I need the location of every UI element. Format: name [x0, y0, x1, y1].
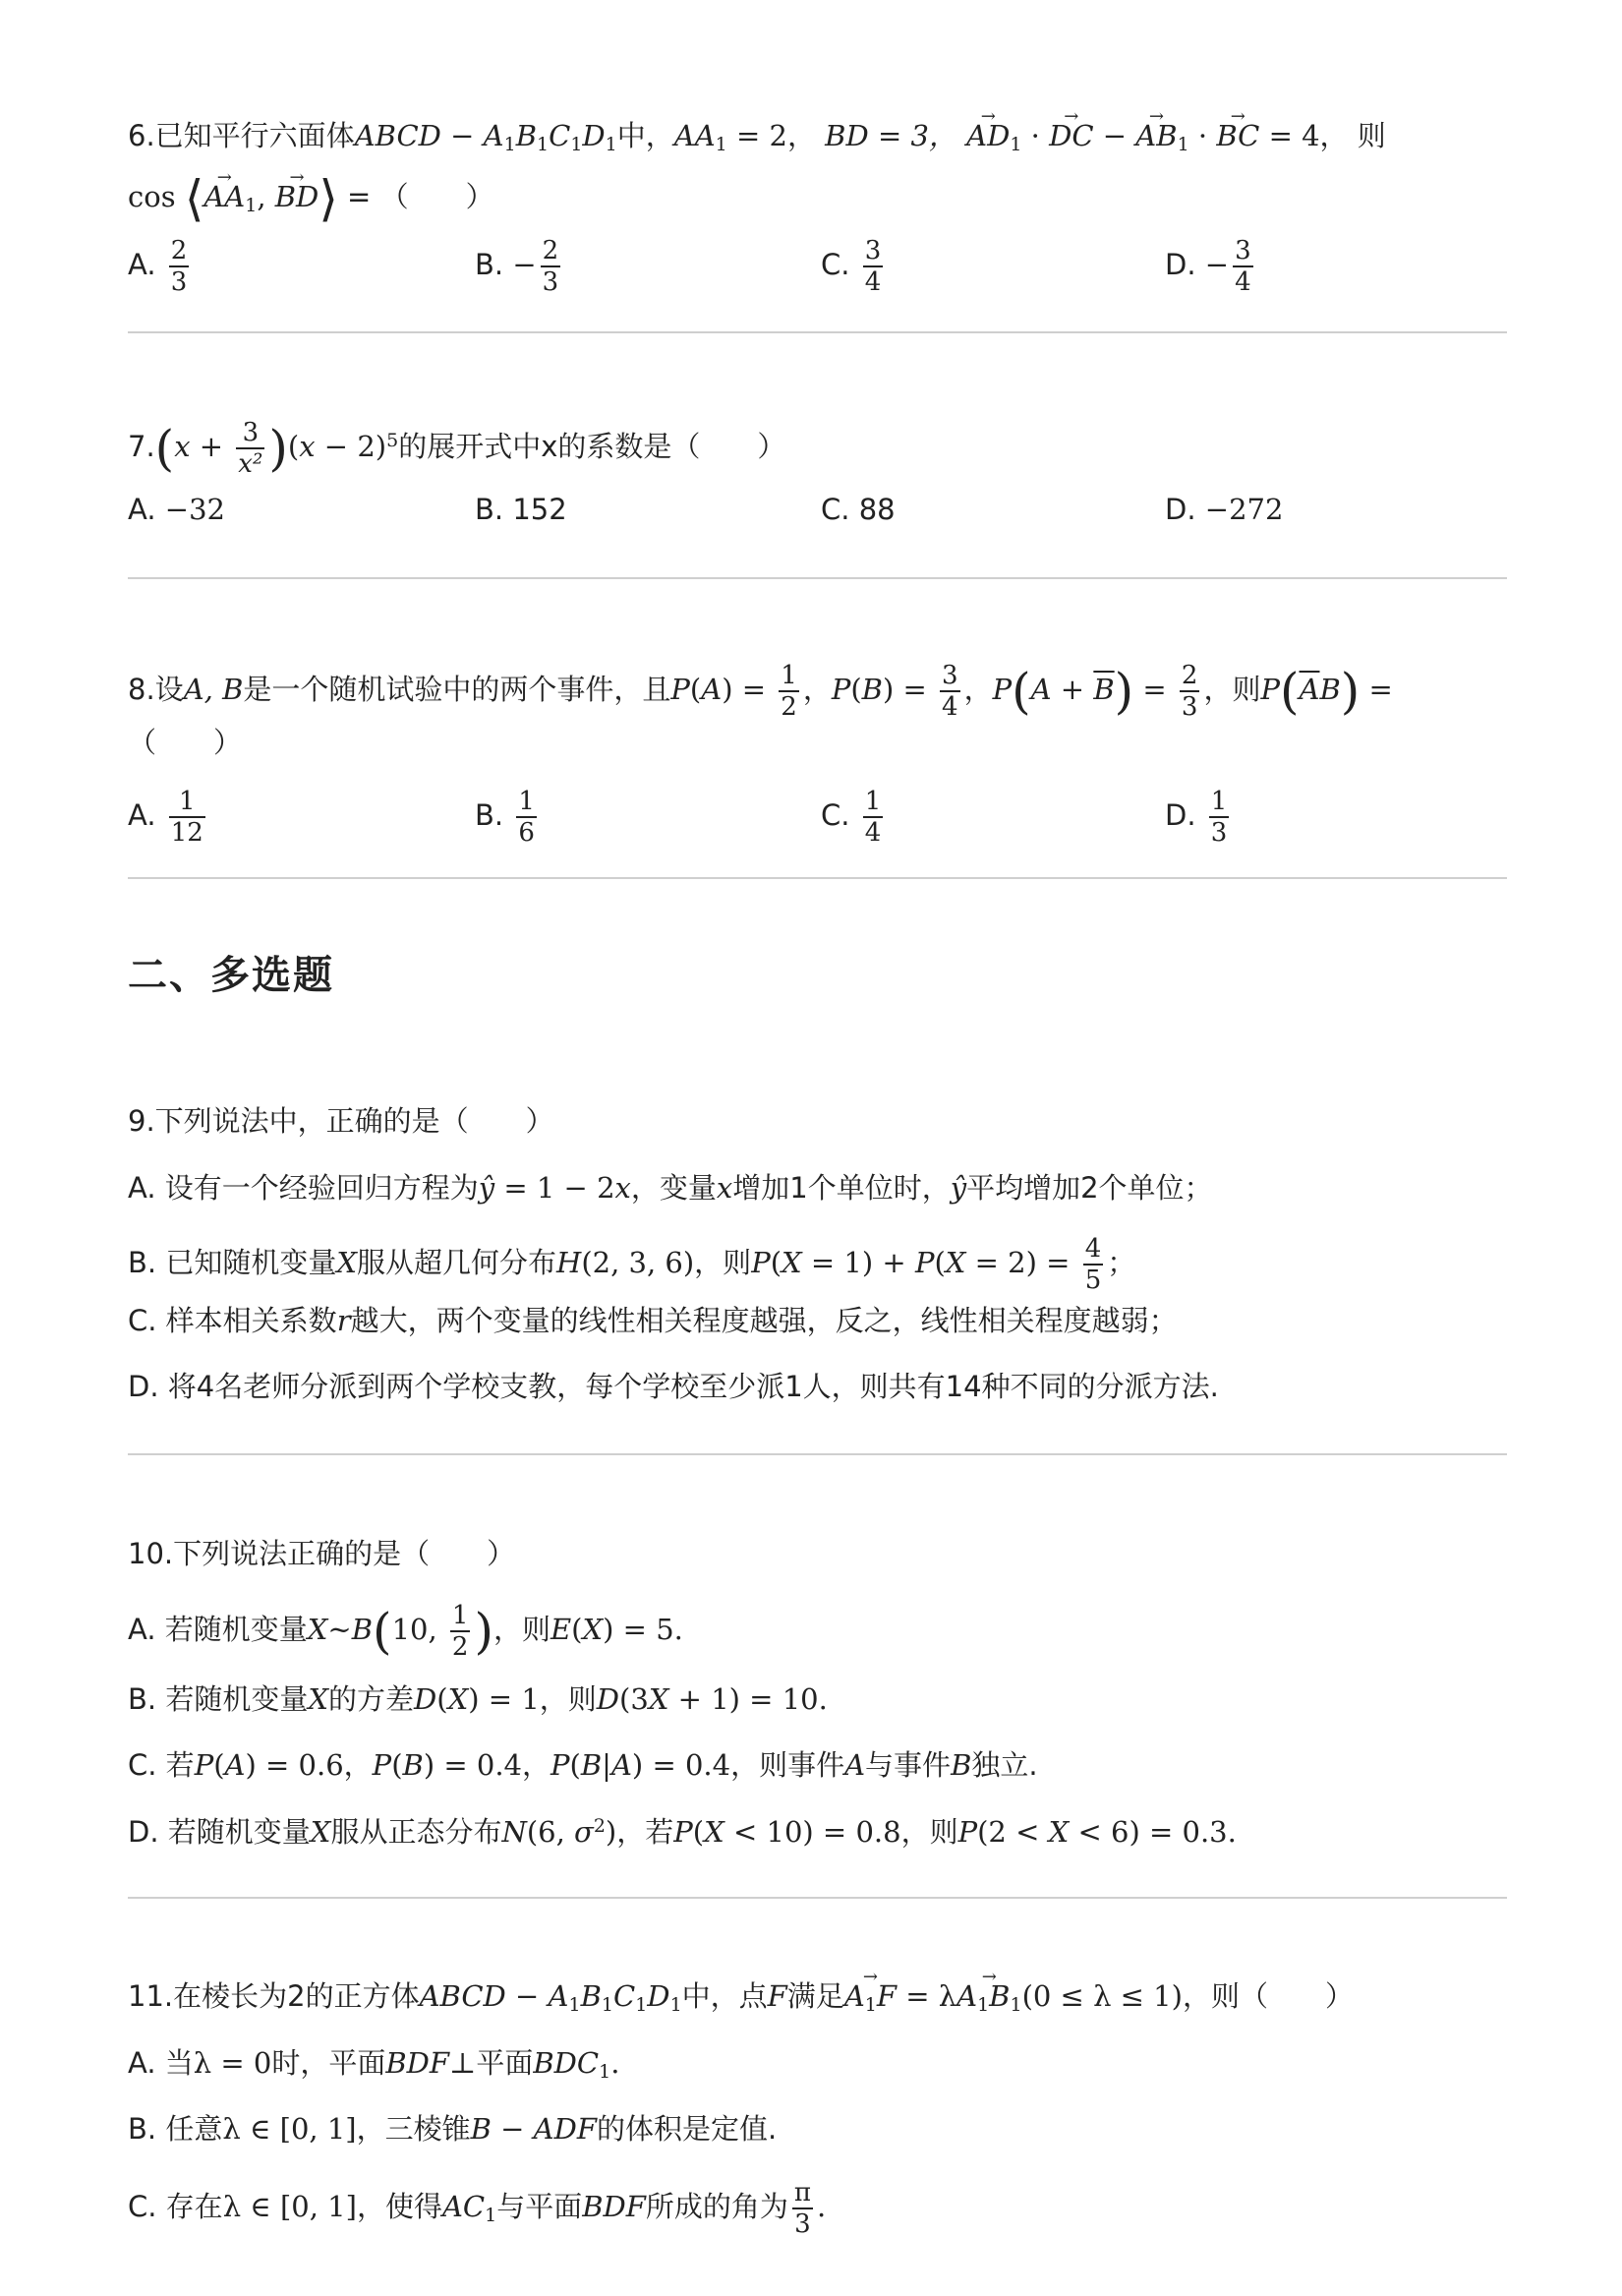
- question-10-option-a[interactable]: A. 若随机变量X~B(10, $\frac{1}{2}$ )，则E(X) = 5.: [128, 1601, 683, 1662]
- exam-page: [128, 0, 1504, 2296]
- question-8-stem: 8.设A, B是一个随机试验中的两个事件，且P(A) = $\frac{1}{2}$ ，P(B) = $\frac{3}{4}$ ，$P(A + \overline{B})$ = $\frac{2}{3}$ ，则$P(\overline{A}B)$ =: [128, 661, 1393, 722]
- question-7-option-a[interactable]: A. −32: [128, 493, 225, 526]
- question-6-stem: 6.已知平行六面体ABCD − $A_1B_1C_1D_1$中，$AA_1 = 2$， BD = 3， → $AD_1$ · → DC − → $AB_1$ · → BC = 4， 则: [128, 116, 1386, 155]
- question-7-stem: 7.(x + $\frac{3}{\text{x²}}$ )$(x - 2)^5$的展开式中x的系数是（ ）: [128, 418, 786, 479]
- divider: [128, 577, 1507, 579]
- divider: [128, 1897, 1507, 1899]
- fraction: $\frac{\pi}{3}$: [793, 2178, 811, 2239]
- question-7-option-c[interactable]: C. 88: [821, 493, 896, 526]
- question-7-option-b[interactable]: B. 152: [475, 493, 567, 526]
- question-7-option-d[interactable]: D. −272: [1165, 493, 1284, 526]
- fraction: $\frac{1}{4}$: [864, 787, 882, 848]
- section-title: 二、多选题: [128, 953, 334, 998]
- question-6-option-d[interactable]: D. − $\frac{3}{4}$: [1165, 236, 1251, 297]
- divider: [128, 877, 1507, 879]
- question-9-option-c[interactable]: C. 样本相关系数r越大，两个变量的线性相关程度越强，反之，线性相关程度越弱；: [128, 1304, 1178, 1337]
- fraction: $\frac{2}{3}$: [1181, 661, 1198, 722]
- fraction: $\frac{1}{2}$: [781, 661, 797, 722]
- question-9-option-a[interactable]: A. 设有一个经验回归方程为ŷ = 1 − 2x，变量x增加1个单位时，ŷ平均增加2个单位；: [128, 1171, 1213, 1205]
- question-10-option-b[interactable]: B. 若随机变量X的方差D(X) = 1，则D(3X + 1) = 10.: [128, 1682, 828, 1716]
- question-11-option-a[interactable]: A. 当λ = 0时，平面BDF⊥平面$BDC_1$.: [128, 2046, 620, 2083]
- fraction: $\frac{4}{5}$: [1084, 1234, 1102, 1295]
- question-6-option-b[interactable]: B. − $\frac{2}{3}$: [475, 236, 559, 297]
- fraction: $\frac{3}{4}$: [864, 236, 882, 297]
- fraction: $\frac{3}{4}$: [942, 661, 958, 722]
- question-9-stem: 9.下列说法中，正确的是（ ）: [128, 1104, 554, 1138]
- fraction: $\frac{3}{4}$: [1235, 236, 1251, 297]
- question-8-option-c[interactable]: C. $\frac{1}{4}$: [821, 787, 882, 848]
- question-8-option-d[interactable]: D. $\frac{1}{3}$: [1165, 787, 1228, 848]
- question-8-bracket: （ ）: [128, 726, 243, 759]
- question-6-option-c[interactable]: C. $\frac{3}{4}$: [821, 236, 882, 297]
- fraction: $\frac{1}{6}$: [518, 787, 535, 848]
- fraction: $\frac{1}{12}$: [170, 787, 203, 848]
- fraction: $\frac{2}{3}$: [542, 236, 559, 297]
- question-10-option-c[interactable]: C. 若P(A) = 0.6，P(B) = 0.4，P(B|A) = 0.4，则事件A与事件B独立.: [128, 1748, 1038, 1782]
- fraction: $\frac{1}{2}$: [451, 1601, 469, 1662]
- question-11-option-c[interactable]: C. 存在λ ∈ [0, 1]，使得$AC_1$与平面BDF所成的角为 $\frac{\pi}{3}$ .: [128, 2178, 827, 2239]
- fraction: $\frac{3}{\text{x²}}$: [238, 418, 263, 479]
- question-6-option-a[interactable]: A. $\frac{2}{3}$: [128, 236, 188, 297]
- question-8-option-a[interactable]: A. $\frac{1}{12}$: [128, 787, 203, 848]
- question-11-stem: 11.在棱长为2的正方体ABCD − $A_1B_1C_1D_1$中，点F满足→ $A_1F = \lambda\to A_1B_1(0 \le \lambda \le 1)$，则（ ）: [128, 1976, 1354, 2016]
- divider: [128, 331, 1507, 333]
- question-9-option-b[interactable]: B. 已知随机变量X服从超几何分布H(2, 3, 6)，则P(X = 1) + P(X = 2) = $\frac{4}{5}$ ；: [128, 1234, 1136, 1295]
- fraction: $\frac{1}{3}$: [1210, 787, 1228, 848]
- divider: [128, 1453, 1507, 1455]
- question-9-option-d[interactable]: D. 将4名老师分派到两个学校支教，每个学校至少派1人，则共有14种不同的分派方法.: [128, 1370, 1219, 1403]
- question-8-option-b[interactable]: B. $\frac{1}{6}$: [475, 787, 535, 848]
- fraction: $\frac{2}{3}$: [170, 236, 188, 297]
- question-11-option-b[interactable]: B. 任意λ ∈ [0, 1]，三棱锥B − ADF的体积是定值.: [128, 2112, 778, 2146]
- question-10-option-d[interactable]: D. 若随机变量X服从正态分布N(6, $\sigma^2$)，若P(X < 10) = 0.8，则P(2 < X < 6) = 0.3.: [128, 1815, 1237, 1849]
- question-10-stem: 10.下列说法正确的是（ ）: [128, 1537, 516, 1570]
- question-6-stem-line2: cos ⟨→ $AA_1$, → BD⟩ = （ ）: [128, 177, 494, 218]
